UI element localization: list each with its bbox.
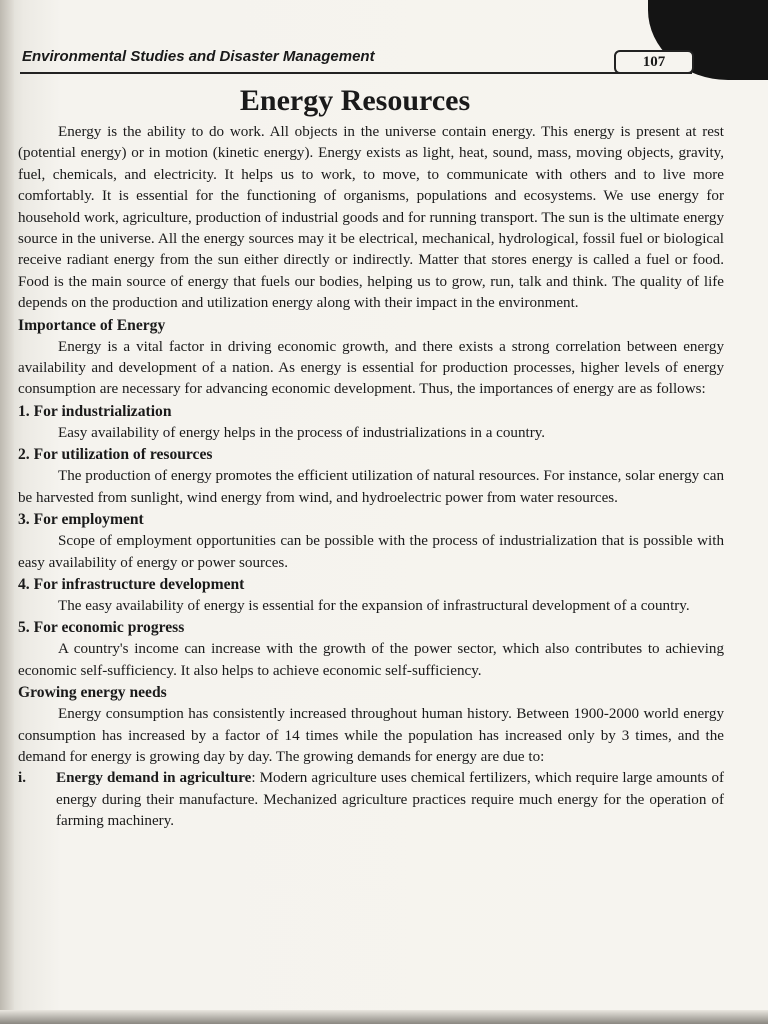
main-content [18,122,724,833]
page-number: 107 [614,50,694,74]
point-heading-resources: 2. For utilization of resources [18,446,213,464]
point-text-industrialization: Easy availability of energy helps in the process of industrializations in a country. [58,424,546,441]
point-text-resources: The production of energy promotes the efficient utilization of natural resources. For instance, solar energy can be harvested from sunlight, wind energy from wind, and hydroelectric power from water resources. [18,468,724,506]
point-heading-industrialization: 1. For industrialization [18,402,172,420]
bottom-edge-shadow [0,1010,768,1024]
section-heading-growing: Growing energy needs [18,684,167,702]
list-marker: i. [18,770,26,787]
list-item-body: : Modern agriculture uses chemical fertilizers, which require large amounts of energy during their manufacture. Mechanized agriculture practices require much energy for the operation of farming machinery. [56,770,725,830]
intro-paragraph: Energy is the ability to do work. All objects in the universe contain energy. This energy is present at rest (potential energy) or in motion (kinetic energy). Energy exists as light, heat, sound, mass, moving objects, gravity, fuel, chemicals, and electricity. It helps us to work, to move, to communicate with others and to live more comfortably. It is essential for the functioning of organisms, populations and ecosystems. We use energy for household work, agriculture, production of industrial goods and for running transport. The sun is the ultimate energy source in the universe. All the energy sources may it be electrical, mechanical, hydrological, fossil fuel or biological receive radiant energy from the sun either directly or indirectly. Matter that stores energy is called a fuel or food. Food is the main source of energy that fuels our bodies, helping us to grow, run, talk and think. The quality of life depends on the production and utilization energy along with their impact in the environment. [18,124,724,312]
list-item [18,768,724,832]
book-spine-shadow [0,0,14,1024]
section-heading-importance: Importance of Energy [18,316,166,334]
growing-paragraph: Energy consumption has consistently increased throughout human history. Between 1900-2000 world energy consumption has increased by a factor of 14 times while the population has increased only by 3 times, and the demand for energy is growing day by day. The growing demands for energy are due to: [18,706,724,765]
point-heading-employment: 3. For employment [18,511,144,529]
point-heading-infrastructure: 4. For infrastructure development [18,575,245,593]
list-item-text [56,768,724,832]
book-title: Environmental Studies and Disaster Management [22,48,375,65]
running-header [20,46,692,74]
point-heading-economic: 5. For economic progress [18,619,185,637]
point-text-economic: A country's income can increase with the growth of the power sector, which also contributes to achieving economic self-sufficiency. It also helps to achieve economic self-sufficiency. [18,641,724,679]
page-title: Energy Resources [239,84,471,117]
importance-paragraph: Energy is a vital factor in driving economic growth, and there exists a strong correlation between energy availability and development of a nation. As energy is essential for production processes, higher levels of energy consumption are necessary for advancing economic development. Thus, the importances of energy are as follows: [18,338,724,398]
point-text-infrastructure: The easy availability of energy is essential for the expansion of infrastructural development of a country. [58,597,690,614]
point-text-employment: Scope of employment opportunities can be possible with the process of industrialization that is possible with easy availability of energy or power sources. [18,533,724,571]
list-item-bold: Energy demand in agriculture [56,770,252,787]
